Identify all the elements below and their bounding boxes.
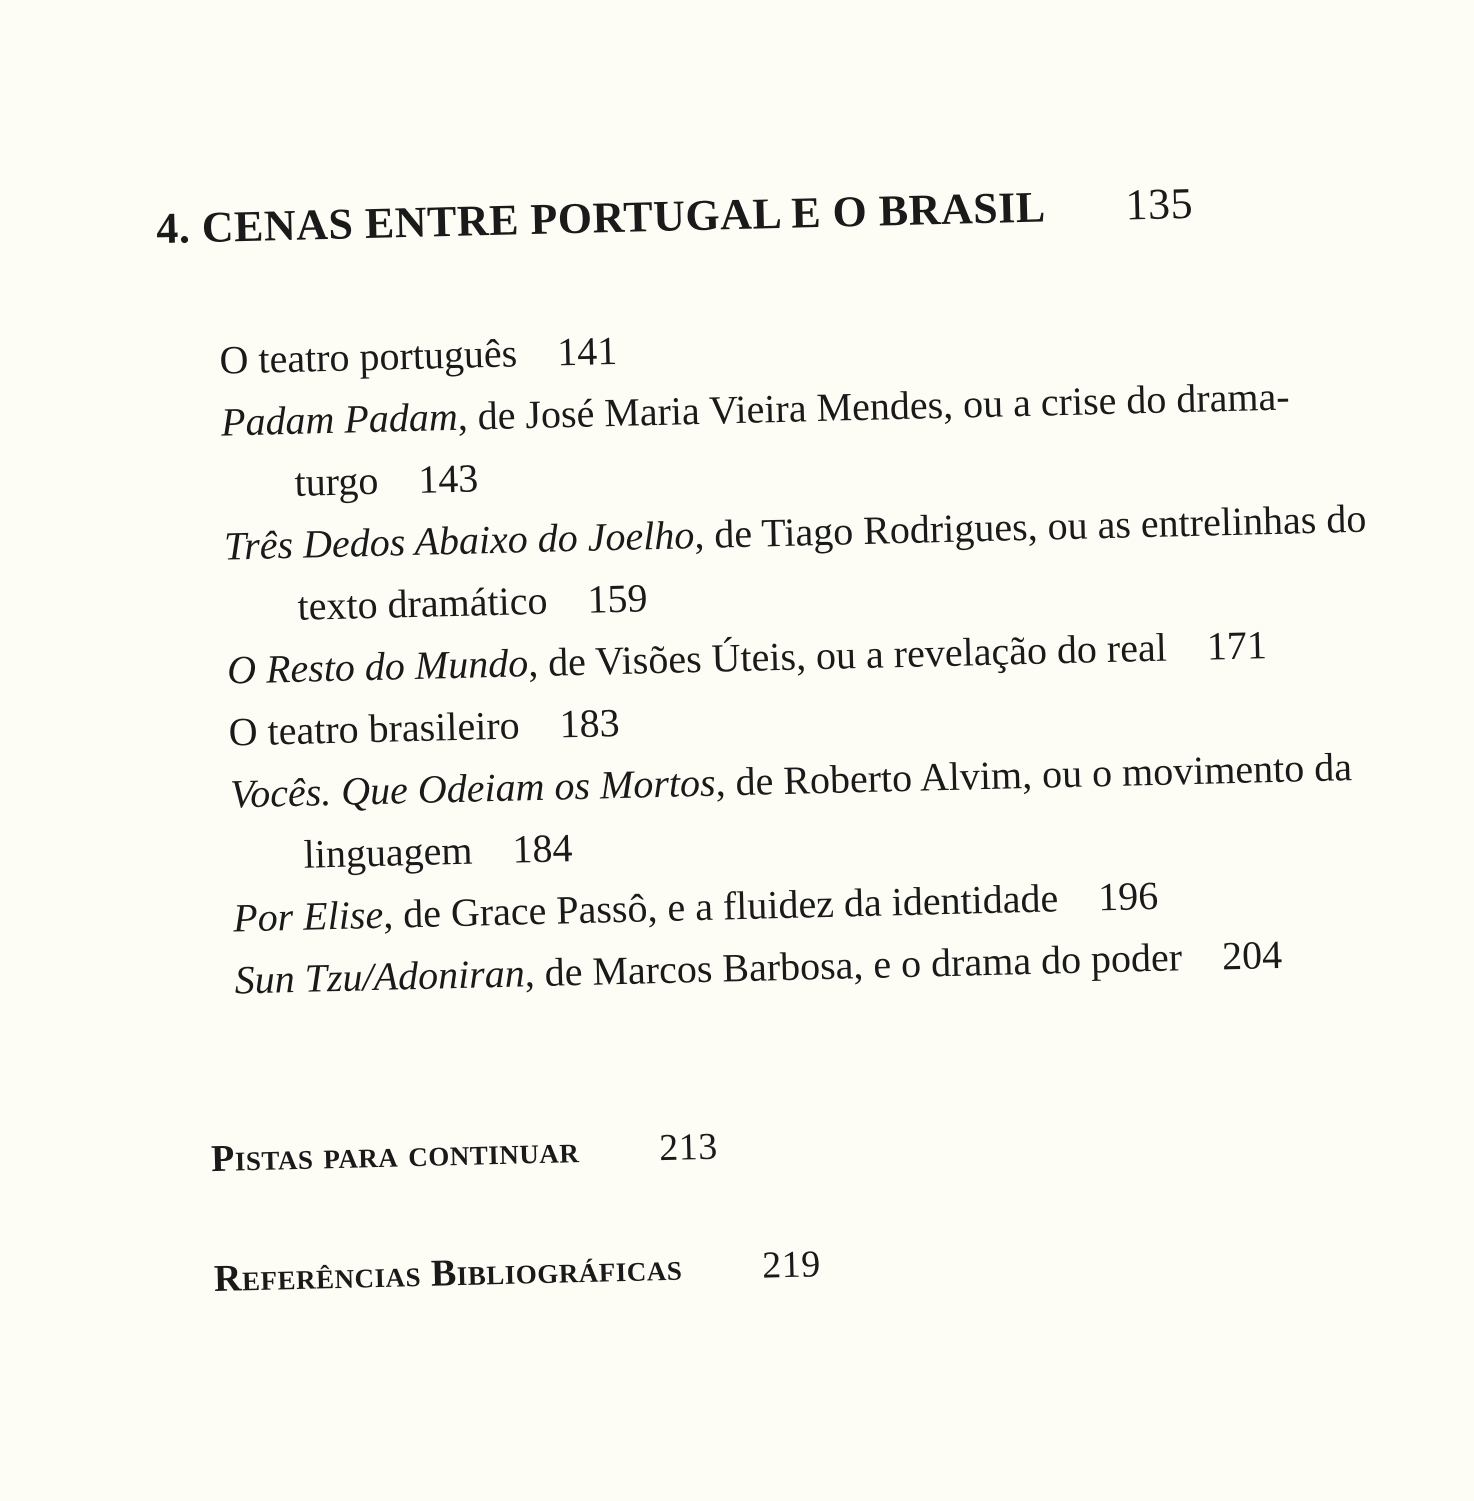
entry-text: , de Roberto Alvim, ou o movimento da linguagem — [303, 744, 1353, 877]
entry-text: , de José Maria Vieira Mendes, ou a crise do drama-turgo — [294, 373, 1291, 505]
entry-title: Vocês. Que Odeiam os Mortos — [229, 759, 717, 817]
section-referencias-bibliograficas — [213, 1242, 821, 1301]
chapter-title: 4. CENAS ENTRE PORTUGAL E O BRASIL — [155, 182, 1047, 254]
entry-page-number: 171 — [1206, 622, 1268, 669]
entry-title: Padam Padam — [220, 393, 459, 445]
entry-text: , de Visões Úteis, ou a revelação do real — [527, 624, 1168, 686]
entry-page-number: 141 — [556, 327, 618, 375]
entry-page-number: 204 — [1221, 931, 1283, 979]
entry-text: O teatro brasileiro — [228, 702, 521, 755]
entry-page-number: 183 — [558, 699, 621, 747]
entry-title: Sun Tzu/Adoniran — [234, 950, 526, 1003]
entry-text: , de Marcos Barbosa, e o drama do poder — [524, 934, 1183, 996]
entry-text: , de Grace Passô, e a fluidez da identidade — [382, 875, 1059, 937]
entry-title: Por Elise — [232, 891, 384, 941]
section-pistas-para-continuar — [211, 1125, 719, 1181]
chapter-page-number: 135 — [1124, 178, 1194, 230]
section-title: Pistas para continuar — [210, 1129, 580, 1181]
entry-text: O teatro português — [219, 330, 518, 383]
entry-text: , de Tiago Rodrigues, ou as entrelinhas do texto dramático — [297, 495, 1367, 629]
entry-title: Três Dedos Abaixo do Joelho — [223, 512, 695, 569]
entry-page-number: 184 — [511, 825, 573, 872]
entry-title: O Resto do Mundo — [226, 640, 529, 693]
entry-page-number: 143 — [417, 455, 479, 502]
section-page-number: 219 — [761, 1243, 822, 1287]
section-page-number: 213 — [658, 1125, 719, 1170]
entry-page-number: 159 — [586, 575, 648, 622]
entry-page-number: 196 — [1097, 872, 1159, 920]
toc-entries — [219, 301, 1415, 1012]
chapter-heading — [156, 178, 1194, 254]
section-title: Referências Bibliográficas — [213, 1246, 683, 1301]
